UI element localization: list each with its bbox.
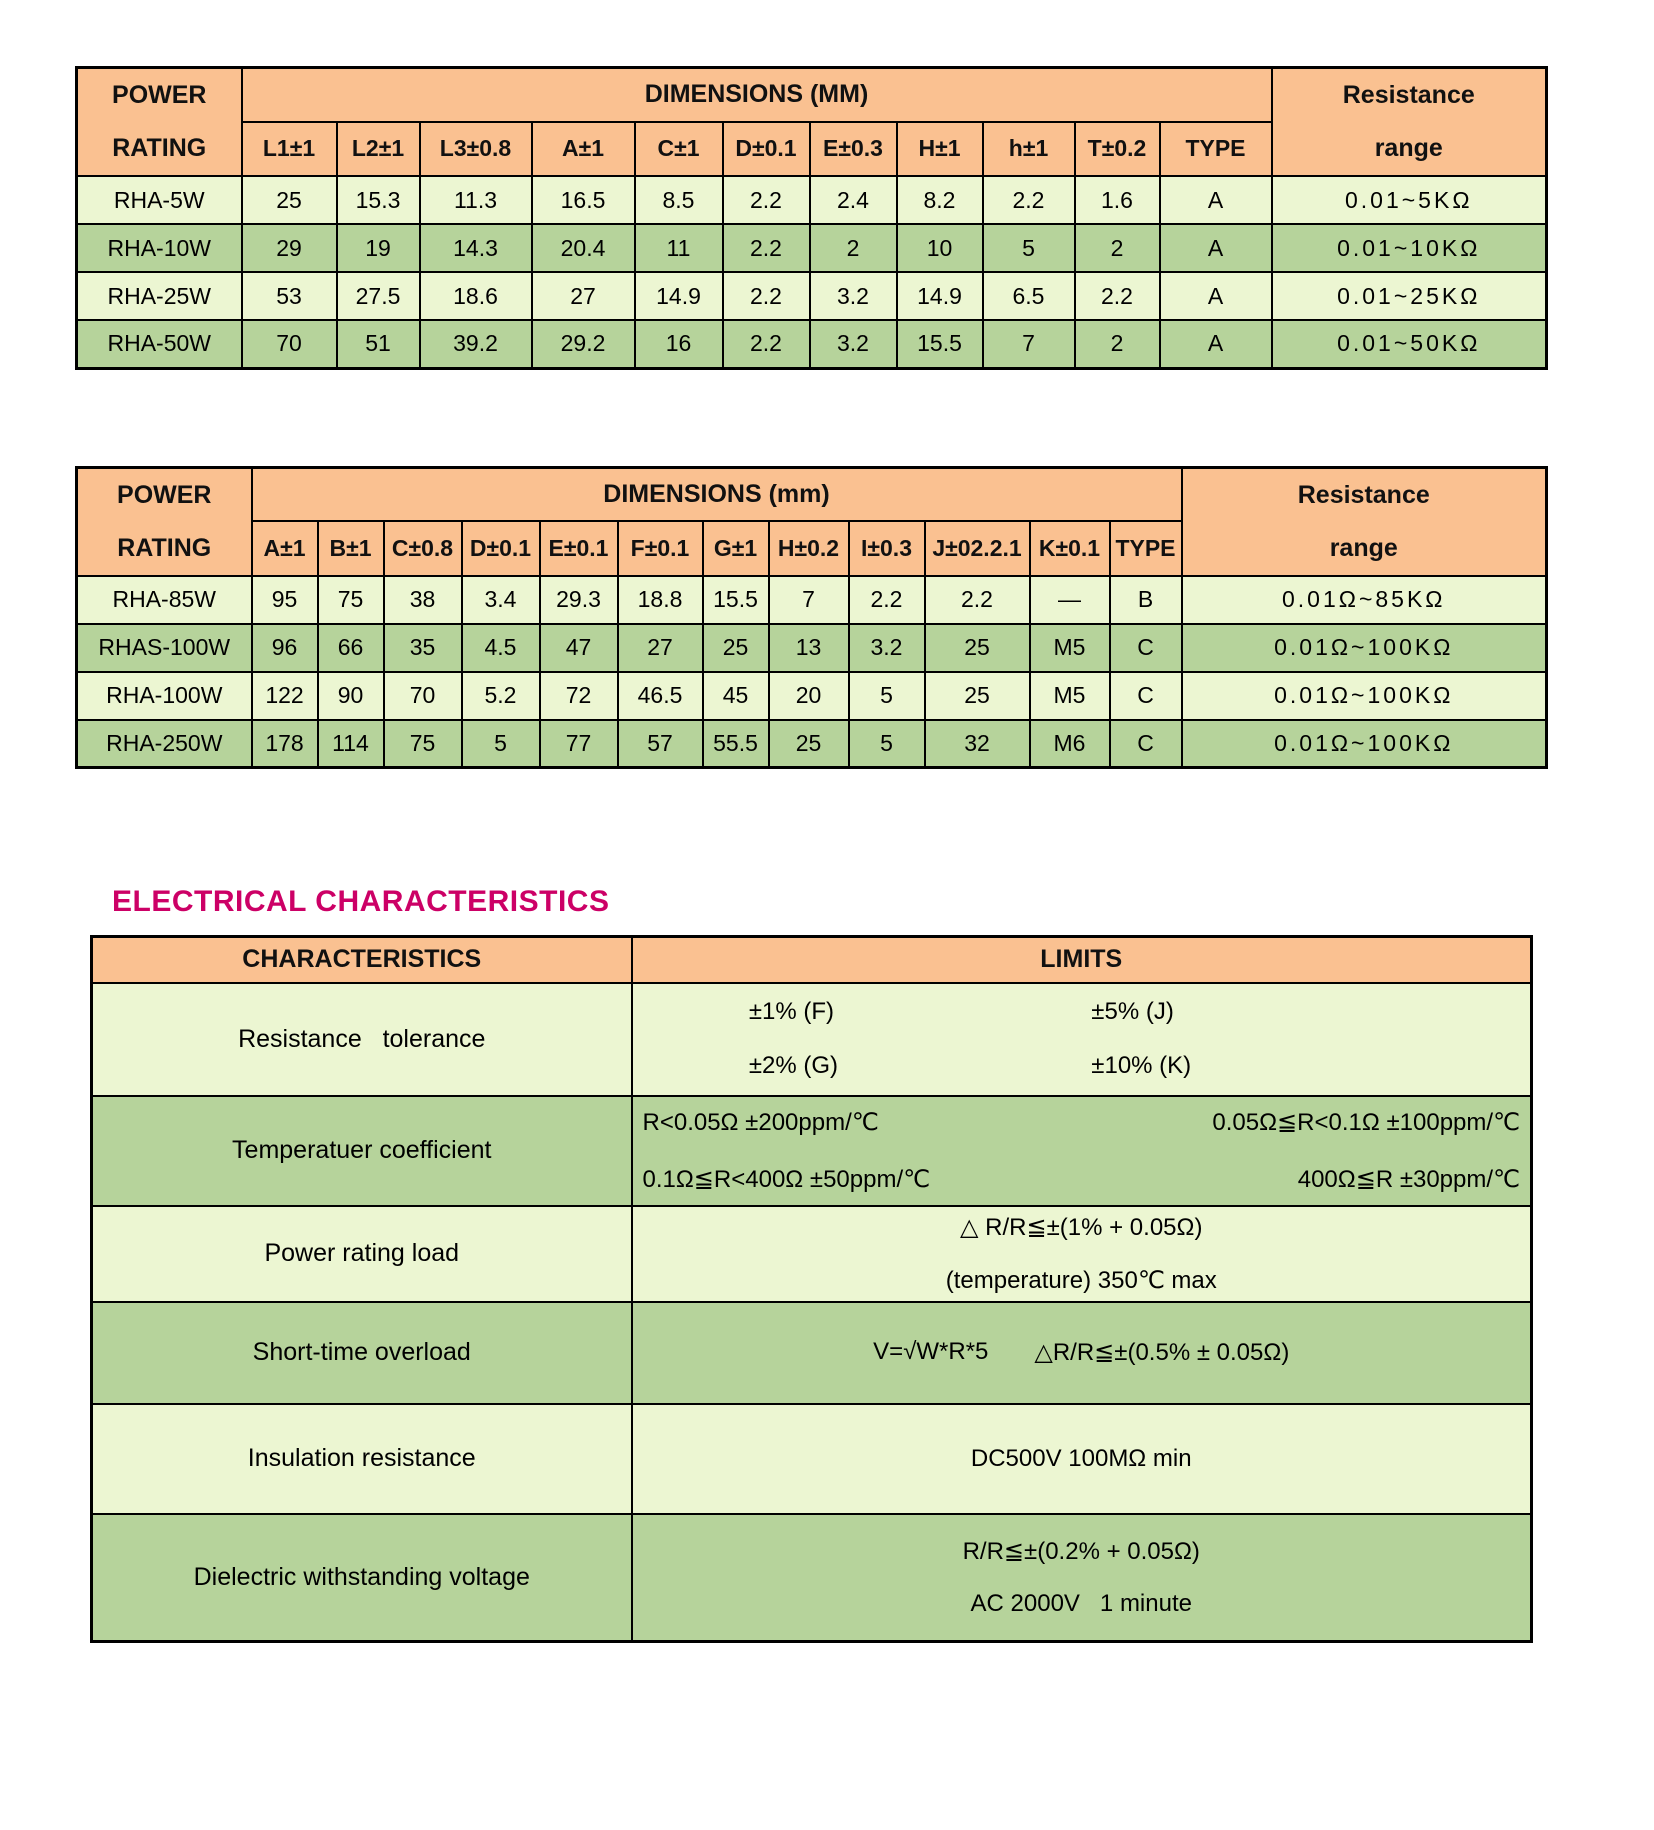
column-header-H: H±1 — [897, 122, 983, 176]
column-header-D: D±0.1 — [462, 521, 540, 575]
dimensions-header: DIMENSIONS (mm) — [252, 467, 1182, 521]
dim-value-cell: 27 — [532, 272, 635, 320]
limits-cell — [632, 1404, 1532, 1514]
dim-value-cell: 2 — [1075, 320, 1160, 368]
column-header-E: E±0.1 — [540, 521, 618, 575]
characteristic-name-cell: Resistance tolerance — [92, 983, 632, 1096]
dim-value-cell: 2.2 — [1075, 272, 1160, 320]
table-row — [77, 176, 1547, 224]
limits-column-header: LIMITS — [632, 937, 1532, 983]
resistance-range-cell: 0.01Ω~100KΩ — [1182, 672, 1547, 720]
dim-value-cell: 75 — [384, 720, 462, 768]
table-row — [92, 1302, 1532, 1404]
type-cell: A — [1160, 224, 1272, 272]
power-rating-header — [77, 68, 242, 177]
dim-value-cell: M5 — [1030, 672, 1110, 720]
limits-cell — [632, 1206, 1532, 1302]
column-header-L1: L1±1 — [242, 122, 337, 176]
power-rating-header-line1: POWER — [112, 81, 207, 109]
dim-value-cell: 2 — [810, 224, 897, 272]
characteristic-name-cell: Short-time overload — [92, 1302, 632, 1404]
column-header-D: D±0.1 — [723, 122, 810, 176]
dim-value-cell: 13 — [769, 624, 849, 672]
dim-value-cell: 2.2 — [723, 272, 810, 320]
dim-value-cell: 2.2 — [723, 176, 810, 224]
power-rating-cell: RHA-5W — [77, 176, 242, 224]
resistance-range-cell: 0.01~25KΩ — [1272, 272, 1547, 320]
resistance-range-header — [1182, 467, 1547, 576]
dim-value-cell: 38 — [384, 576, 462, 624]
type-cell: A — [1160, 320, 1272, 368]
dim-value-cell: 32 — [925, 720, 1030, 768]
column-header-E: E±0.3 — [810, 122, 897, 176]
resistance-range-cell: 0.01Ω~100KΩ — [1182, 624, 1547, 672]
dimensions-header: DIMENSIONS (MM) — [242, 68, 1272, 122]
column-header-A: A±1 — [532, 122, 635, 176]
column-header-TYPE: TYPE — [1110, 521, 1182, 575]
dim-value-cell: 72 — [540, 672, 618, 720]
power-rating-cell: RHA-10W — [77, 224, 242, 272]
column-header-G: G±1 — [703, 521, 769, 575]
limits-cell — [632, 1514, 1532, 1642]
dim-value-cell: 16.5 — [532, 176, 635, 224]
dim-value-cell: 45 — [703, 672, 769, 720]
limit-value: △R/R≦±(0.5% ± 0.05Ω) — [1034, 1339, 1290, 1366]
dim-value-cell: 2.2 — [849, 576, 925, 624]
dim-value-cell: 5.2 — [462, 672, 540, 720]
column-header-A: A±1 — [252, 521, 318, 575]
dim-value-cell: 20 — [769, 672, 849, 720]
dim-value-cell: 25 — [925, 624, 1030, 672]
type-cell: C — [1110, 720, 1182, 768]
dim-value-cell: 35 — [384, 624, 462, 672]
characteristic-name-cell: Insulation resistance — [92, 1404, 632, 1514]
resistance-header-line1: Resistance — [1342, 81, 1475, 109]
table-row — [92, 1404, 1532, 1514]
resistance-range-cell: 0.01Ω~85KΩ — [1182, 576, 1547, 624]
limit-value: 400Ω≦R ±30ppm/℃ — [1297, 1165, 1520, 1193]
limit-value: ±10% (K) — [1091, 1052, 1192, 1079]
characteristic-name-cell: Temperatuer coefficient — [92, 1096, 632, 1206]
resistance-range-cell: 0.01~5KΩ — [1272, 176, 1547, 224]
dim-value-cell: 122 — [252, 672, 318, 720]
table-row — [77, 224, 1547, 272]
dim-value-cell: 3.2 — [849, 624, 925, 672]
dim-value-cell: 2.4 — [810, 176, 897, 224]
table-row — [92, 1514, 1532, 1642]
limit-value: ±1% (F) — [748, 998, 834, 1025]
column-header-H: H±0.2 — [769, 521, 849, 575]
limit-value: DC500V 100MΩ min — [970, 1444, 1192, 1472]
limits-cell — [632, 983, 1532, 1096]
dim-value-cell: 5 — [849, 720, 925, 768]
table-row — [77, 624, 1547, 672]
table-row — [77, 720, 1547, 768]
power-rating-cell: RHA-100W — [77, 672, 252, 720]
type-cell: A — [1160, 272, 1272, 320]
column-header-B: B±1 — [318, 521, 384, 575]
limit-value: V=√W*R*5 — [873, 1338, 989, 1365]
dim-value-cell: M6 — [1030, 720, 1110, 768]
dim-value-cell: 14.9 — [635, 272, 723, 320]
dim-value-cell: 18.8 — [618, 576, 703, 624]
table-row — [92, 1096, 1532, 1206]
column-header-T: T±0.2 — [1075, 122, 1160, 176]
dim-value-cell: 46.5 — [618, 672, 703, 720]
dim-value-cell: 11.3 — [420, 176, 532, 224]
type-cell: A — [1160, 176, 1272, 224]
dim-value-cell: 5 — [462, 720, 540, 768]
dimensions-table-type-bc — [75, 466, 1548, 770]
dim-value-cell: 7 — [983, 320, 1075, 368]
dim-value-cell: 114 — [318, 720, 384, 768]
dim-value-cell: 2.2 — [723, 224, 810, 272]
column-header-J: J±02.2.1 — [925, 521, 1030, 575]
dim-value-cell: 53 — [242, 272, 337, 320]
resistance-range-cell: 0.01~10KΩ — [1272, 224, 1547, 272]
limits-cell — [632, 1302, 1532, 1404]
dim-value-cell: 70 — [242, 320, 337, 368]
resistance-range-header — [1272, 68, 1547, 177]
dim-value-cell: 11 — [635, 224, 723, 272]
dim-value-cell: 14.3 — [420, 224, 532, 272]
dim-value-cell: 2 — [1075, 224, 1160, 272]
dim-value-cell: 25 — [242, 176, 337, 224]
dim-value-cell: 27.5 — [337, 272, 420, 320]
limits-cell — [632, 1096, 1532, 1206]
dim-value-cell: M5 — [1030, 624, 1110, 672]
dim-value-cell: 15.5 — [703, 576, 769, 624]
resistance-range-cell: 0.01Ω~100KΩ — [1182, 720, 1547, 768]
dim-value-cell: 10 — [897, 224, 983, 272]
dim-value-cell: 2.2 — [925, 576, 1030, 624]
resistance-range-cell: 0.01~50KΩ — [1272, 320, 1547, 368]
limit-value: 0.1Ω≦R<400Ω ±50ppm/℃ — [642, 1165, 931, 1193]
power-rating-header-line2: RATING — [112, 134, 207, 162]
column-header-L3: L3±0.8 — [420, 122, 532, 176]
limit-value: (temperature) 350℃ max — [945, 1266, 1217, 1294]
dim-value-cell: 20.4 — [532, 224, 635, 272]
power-rating-header-line1: POWER — [117, 480, 212, 509]
power-rating-cell: RHA-250W — [77, 720, 252, 768]
dim-value-cell: 27 — [618, 624, 703, 672]
dim-value-cell: 2.2 — [983, 176, 1075, 224]
table-row — [92, 1206, 1532, 1302]
electrical-characteristics-title: ELECTRICAL CHARACTERISTICS — [112, 885, 610, 918]
dimensions-table-type-a — [75, 66, 1548, 370]
limit-value: R/R≦±(0.2% + 0.05Ω) — [962, 1537, 1200, 1565]
dim-value-cell: 5 — [983, 224, 1075, 272]
limit-value: ±2% (G) — [748, 1052, 838, 1079]
dim-value-cell: 19 — [337, 224, 420, 272]
dim-value-cell: 4.5 — [462, 624, 540, 672]
dim-value-cell: 77 — [540, 720, 618, 768]
dim-value-cell: 3.2 — [810, 320, 897, 368]
table-row — [77, 672, 1547, 720]
characteristic-name-cell: Dielectric withstanding voltage — [92, 1514, 632, 1642]
limit-value: ±5% (J) — [1091, 998, 1174, 1025]
table-row — [77, 272, 1547, 320]
dim-value-cell: 1.6 — [1075, 176, 1160, 224]
type-cell: B — [1110, 576, 1182, 624]
limit-value: △ R/R≦±(1% + 0.05Ω) — [960, 1213, 1203, 1241]
dim-value-cell: 25 — [703, 624, 769, 672]
power-rating-cell: RHA-85W — [77, 576, 252, 624]
dim-value-cell: 47 — [540, 624, 618, 672]
column-header-I: I±0.3 — [849, 521, 925, 575]
dim-value-cell: 25 — [769, 720, 849, 768]
dim-value-cell: 8.2 — [897, 176, 983, 224]
dim-value-cell: 15.5 — [897, 320, 983, 368]
dim-value-cell: 3.4 — [462, 576, 540, 624]
column-header-C: C±0.8 — [384, 521, 462, 575]
limit-value: 0.05Ω≦R<0.1Ω ±100ppm/℃ — [1212, 1108, 1520, 1136]
dim-value-cell: 55.5 — [703, 720, 769, 768]
dim-value-cell: 95 — [252, 576, 318, 624]
power-rating-header — [77, 467, 252, 576]
dim-value-cell: 7 — [769, 576, 849, 624]
table-row — [77, 320, 1547, 368]
dim-value-cell: 29 — [242, 224, 337, 272]
power-rating-cell: RHAS-100W — [77, 624, 252, 672]
dim-value-cell: 25 — [925, 672, 1030, 720]
dim-value-cell: 6.5 — [983, 272, 1075, 320]
power-rating-header-line2: RATING — [117, 533, 212, 562]
dim-value-cell: — — [1030, 576, 1110, 624]
column-header-C: C±1 — [635, 122, 723, 176]
characteristic-name-cell: Power rating load — [92, 1206, 632, 1302]
dim-value-cell: 29.3 — [540, 576, 618, 624]
dim-value-cell: 57 — [618, 720, 703, 768]
resistance-header-line2: range — [1374, 134, 1443, 162]
dim-value-cell: 2.2 — [723, 320, 810, 368]
column-header-F: F±0.1 — [618, 521, 703, 575]
power-rating-cell: RHA-50W — [77, 320, 242, 368]
dim-value-cell: 75 — [318, 576, 384, 624]
table-row — [92, 983, 1532, 1096]
dim-value-cell: 16 — [635, 320, 723, 368]
characteristics-column-header: CHARACTERISTICS — [92, 937, 632, 983]
column-header-L2: L2±1 — [337, 122, 420, 176]
dim-value-cell: 39.2 — [420, 320, 532, 368]
column-header-TYPE: TYPE — [1160, 122, 1272, 176]
limit-value: AC 2000V 1 minute — [970, 1589, 1192, 1617]
dim-value-cell: 90 — [318, 672, 384, 720]
resistance-header-line1: Resistance — [1297, 480, 1430, 509]
dim-value-cell: 70 — [384, 672, 462, 720]
dim-value-cell: 3.2 — [810, 272, 897, 320]
power-rating-cell: RHA-25W — [77, 272, 242, 320]
dim-value-cell: 14.9 — [897, 272, 983, 320]
column-header-h: h±1 — [983, 122, 1075, 176]
dim-value-cell: 178 — [252, 720, 318, 768]
dim-value-cell: 8.5 — [635, 176, 723, 224]
limit-value: R<0.05Ω ±200ppm/℃ — [642, 1108, 879, 1136]
dim-value-cell: 51 — [337, 320, 420, 368]
dim-value-cell: 29.2 — [532, 320, 635, 368]
resistance-header-line2: range — [1329, 533, 1398, 562]
dim-value-cell: 66 — [318, 624, 384, 672]
dim-value-cell: 96 — [252, 624, 318, 672]
column-header-K: K±0.1 — [1030, 521, 1110, 575]
dim-value-cell: 18.6 — [420, 272, 532, 320]
dim-value-cell: 15.3 — [337, 176, 420, 224]
electrical-characteristics-table — [90, 935, 1533, 1643]
dim-value-cell: 5 — [849, 672, 925, 720]
type-cell: C — [1110, 672, 1182, 720]
type-cell: C — [1110, 624, 1182, 672]
table-row — [77, 576, 1547, 624]
